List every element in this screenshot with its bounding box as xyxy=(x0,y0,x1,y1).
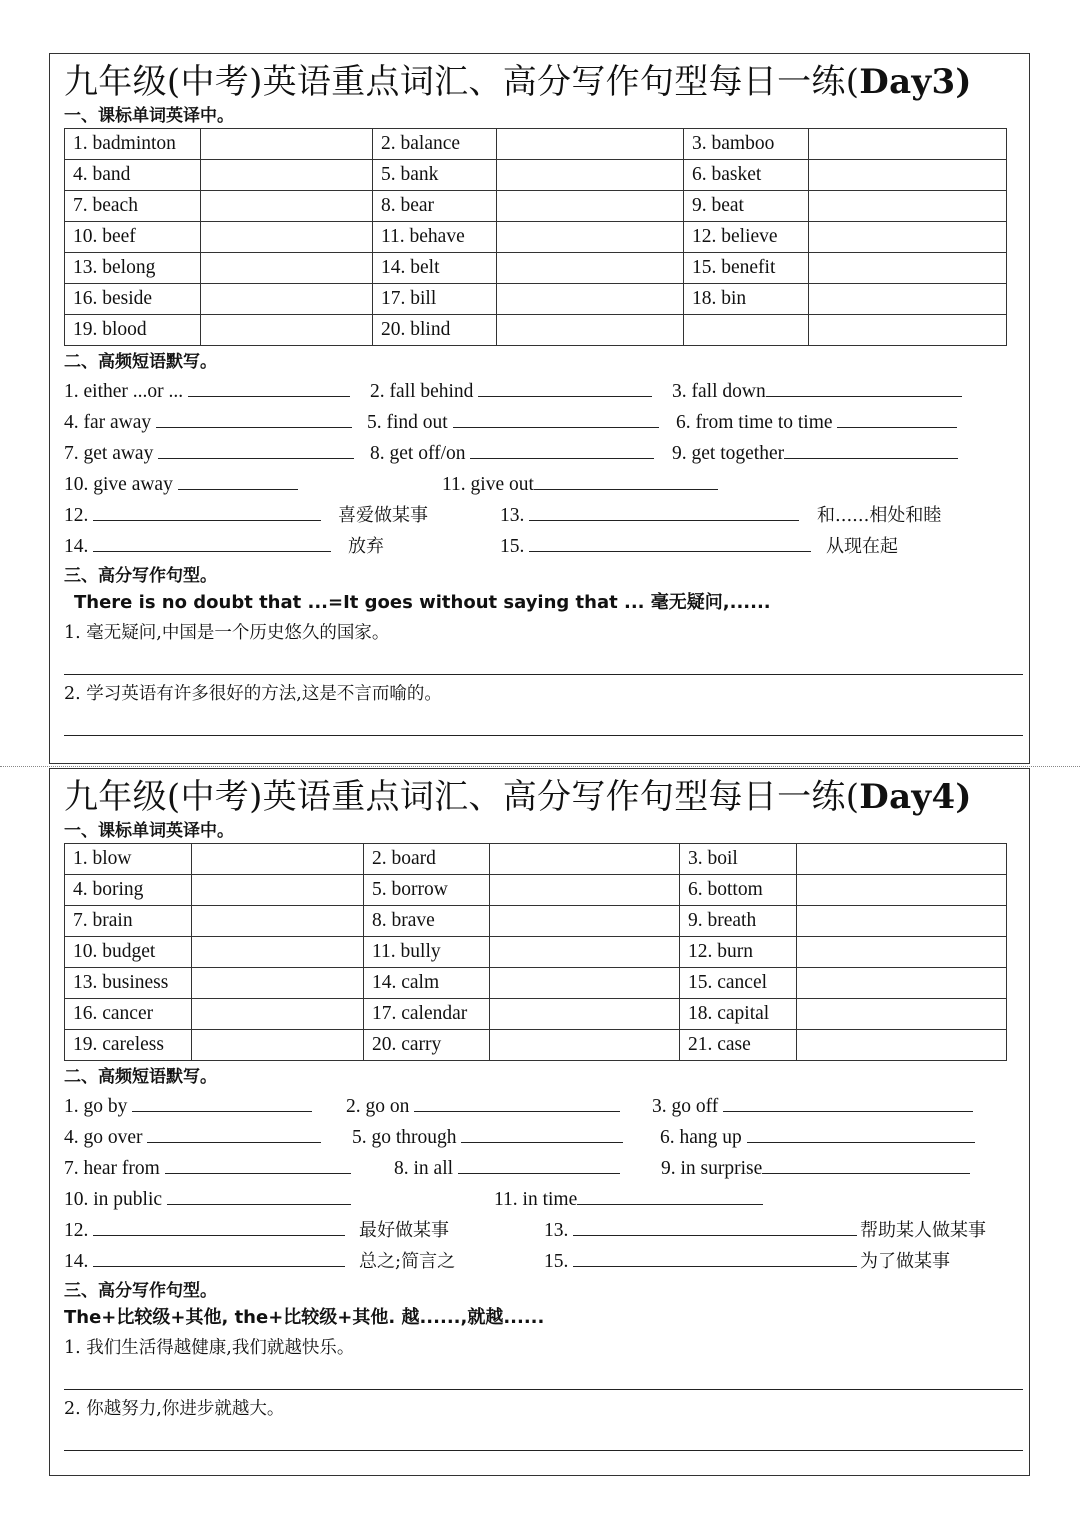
vocabulary-word: 13. business xyxy=(65,968,192,999)
phrase-list xyxy=(64,376,1015,562)
phrase-row xyxy=(64,1122,1015,1153)
translation-blank[interactable] xyxy=(201,191,373,222)
answer-blank[interactable] xyxy=(167,1184,351,1205)
vocabulary-word: 7. brain xyxy=(65,906,192,937)
translation-blank[interactable] xyxy=(497,160,684,191)
translation-blank[interactable] xyxy=(201,160,373,191)
translation-blank[interactable] xyxy=(490,937,680,968)
answer-blank[interactable] xyxy=(784,438,958,459)
phrase-row xyxy=(64,376,1015,407)
phrase-item: 6. hang up xyxy=(660,1122,975,1153)
answer-blank[interactable] xyxy=(165,1153,351,1174)
phrase-item: 7. get away xyxy=(64,438,354,469)
vocabulary-row xyxy=(65,875,1007,906)
vocabulary-word: 4. boring xyxy=(65,875,192,906)
phrase-item: 2. fall behind xyxy=(370,376,652,407)
translation-blank[interactable] xyxy=(192,844,364,875)
section-heading-vocabulary: 一、课标单词英译中。 xyxy=(64,821,234,841)
vocabulary-word: 4. band xyxy=(65,160,201,191)
vocabulary-row xyxy=(65,191,1007,222)
phrase-row xyxy=(64,1153,1015,1184)
answer-line-2[interactable] xyxy=(64,709,1023,736)
phrase-row: 12. 喜爱做某事 13. 和......相处和睦 xyxy=(64,500,1015,531)
translation-blank[interactable] xyxy=(809,160,1007,191)
phrase-item: 14. xyxy=(64,531,331,562)
translation-blank[interactable] xyxy=(192,937,364,968)
phrase-item: 11. in time xyxy=(494,1184,763,1215)
answer-blank[interactable] xyxy=(188,376,350,397)
vocabulary-word: 1. badminton xyxy=(65,129,201,160)
translation-prompt-1: 1. 我们生活得越健康,我们就越快乐。 xyxy=(64,1338,355,1358)
phrase-row xyxy=(64,438,1015,469)
phrase-item: 4. far away xyxy=(64,407,352,438)
phrase-item: 15. xyxy=(544,1246,857,1277)
translation-blank[interactable] xyxy=(809,129,1007,160)
vocabulary-word: 8. bear xyxy=(373,191,497,222)
vocabulary-word: 7. beach xyxy=(65,191,201,222)
phrase-item: 6. from time to time xyxy=(676,407,957,438)
translation-prompt-2: 2. 你越努力,你进步就越大。 xyxy=(64,1399,285,1419)
phrase-item: 14. xyxy=(64,1246,345,1277)
answer-blank[interactable] xyxy=(529,500,799,521)
phrase-item: 10. give away xyxy=(64,469,298,500)
translation-blank[interactable] xyxy=(809,191,1007,222)
answer-blank[interactable] xyxy=(837,407,957,428)
phrase-item: 9. in surprise xyxy=(661,1153,970,1184)
answer-blank[interactable] xyxy=(453,407,659,428)
answer-blank[interactable] xyxy=(534,469,718,490)
phrase-item: 2. go on xyxy=(346,1091,620,1122)
vocabulary-table xyxy=(64,128,1007,346)
translation-blank[interactable] xyxy=(797,875,1007,906)
phrase-item: 10. in public xyxy=(64,1184,351,1215)
answer-blank[interactable] xyxy=(461,1122,623,1143)
vocabulary-word: 15. benefit xyxy=(684,253,809,284)
answer-blank[interactable] xyxy=(147,1122,321,1143)
answer-blank[interactable] xyxy=(93,531,331,552)
answer-line-1[interactable] xyxy=(64,1363,1023,1390)
vocabulary-word: 5. borrow xyxy=(364,875,490,906)
phrase-row: 14. 总之;简言之 15. 为了做某事 xyxy=(64,1246,1015,1277)
section-heading-sentence-pattern: 三、高分写作句型。 xyxy=(64,566,217,586)
phrase-item: 5. find out xyxy=(367,407,659,438)
vocabulary-word: 9. breath xyxy=(680,906,797,937)
page-title: 九年级(中考)英语重点词汇、高分写作句型每日一练(Day3) xyxy=(64,62,972,102)
answer-blank[interactable] xyxy=(93,1246,345,1267)
translation-blank[interactable] xyxy=(809,222,1007,253)
vocabulary-word xyxy=(684,315,809,346)
translation-prompt-2: 2. 学习英语有许多很好的方法,这是不言而喻的。 xyxy=(64,684,442,704)
translation-blank[interactable] xyxy=(192,906,364,937)
translation-blank[interactable] xyxy=(192,968,364,999)
phrase-item: 11. give out xyxy=(442,469,718,500)
translation-blank[interactable] xyxy=(201,284,373,315)
phrase-item: 13. xyxy=(500,500,799,531)
phrase-row: 12. 最好做某事 13. 帮助某人做某事 xyxy=(64,1215,1015,1246)
translation-blank[interactable] xyxy=(201,253,373,284)
vocabulary-word: 2. board xyxy=(364,844,490,875)
translation-blank[interactable] xyxy=(497,129,684,160)
vocabulary-row xyxy=(65,937,1007,968)
worksheet-day4 xyxy=(49,768,1030,1476)
translation-blank[interactable] xyxy=(497,191,684,222)
answer-blank[interactable] xyxy=(93,1215,345,1236)
answer-blank[interactable] xyxy=(93,500,321,521)
section-heading-phrases: 二、高频短语默写。 xyxy=(64,1067,217,1087)
phrase-list xyxy=(64,1091,1015,1277)
vocabulary-row xyxy=(65,284,1007,315)
phrase-item: 12. xyxy=(64,1215,345,1246)
vocabulary-row xyxy=(65,906,1007,937)
translation-prompt-1: 1. 毫无疑问,中国是一个历史悠久的国家。 xyxy=(64,623,390,643)
translation-blank[interactable] xyxy=(490,844,680,875)
answer-blank[interactable] xyxy=(573,1215,857,1236)
page-title: 九年级(中考)英语重点词汇、高分写作句型每日一练(Day4) xyxy=(64,777,972,817)
phrase-item: 1. either ...or ... xyxy=(64,376,350,407)
vocabulary-word: 11. behave xyxy=(373,222,497,253)
sentence-pattern: There is no doubt that ...=It goes without saying that ... 毫无疑问,...... xyxy=(74,592,771,613)
translation-blank[interactable] xyxy=(497,315,684,346)
answer-blank[interactable] xyxy=(458,1153,620,1174)
answer-blank[interactable] xyxy=(178,469,298,490)
vocabulary-row xyxy=(65,968,1007,999)
translation-blank[interactable] xyxy=(797,1030,1007,1061)
phrase-row xyxy=(64,1091,1015,1122)
vocabulary-word: 10. beef xyxy=(65,222,201,253)
translation-blank[interactable] xyxy=(490,968,680,999)
translation-blank[interactable] xyxy=(797,968,1007,999)
sentence-pattern: The+比较级+其他, the+比较级+其他. 越......,就越...... xyxy=(64,1307,545,1328)
vocabulary-row xyxy=(65,129,1007,160)
answer-blank[interactable] xyxy=(470,438,654,459)
vocabulary-word: 20. blind xyxy=(373,315,497,346)
vocabulary-word: 12. burn xyxy=(680,937,797,968)
answer-blank[interactable] xyxy=(478,376,652,397)
vocabulary-word: 10. budget xyxy=(65,937,192,968)
phrase-row xyxy=(64,469,1015,500)
answer-line-1[interactable] xyxy=(64,648,1023,675)
phrase-item: 8. in all xyxy=(394,1153,620,1184)
vocabulary-word: 3. boil xyxy=(680,844,797,875)
vocabulary-word: 8. brave xyxy=(364,906,490,937)
translation-blank[interactable] xyxy=(797,999,1007,1030)
vocabulary-word: 15. cancel xyxy=(680,968,797,999)
phrase-item: 8. get off/on xyxy=(370,438,654,469)
vocabulary-word: 14. calm xyxy=(364,968,490,999)
vocabulary-word: 14. belt xyxy=(373,253,497,284)
answer-blank[interactable] xyxy=(723,1091,973,1112)
vocabulary-word: 12. believe xyxy=(684,222,809,253)
answer-blank[interactable] xyxy=(577,1184,763,1205)
vocabulary-word: 21. case xyxy=(680,1030,797,1061)
vocabulary-word: 19. careless xyxy=(65,1030,192,1061)
translation-blank[interactable] xyxy=(490,1030,680,1061)
vocabulary-word: 13. belong xyxy=(65,253,201,284)
vocabulary-word: 16. cancer xyxy=(65,999,192,1030)
phrase-item: 1. go by xyxy=(64,1091,312,1122)
vocabulary-word: 19. blood xyxy=(65,315,201,346)
vocabulary-word: 2. balance xyxy=(373,129,497,160)
vocabulary-word: 20. carry xyxy=(364,1030,490,1061)
translation-blank[interactable] xyxy=(809,315,1007,346)
phrase-row xyxy=(64,407,1015,438)
vocabulary-row xyxy=(65,222,1007,253)
phrase-item: 15. xyxy=(500,531,811,562)
answer-blank[interactable] xyxy=(766,376,962,397)
vocabulary-row xyxy=(65,315,1007,346)
phrase-item: 5. go through xyxy=(352,1122,623,1153)
answer-blank[interactable] xyxy=(762,1153,970,1174)
translation-blank[interactable] xyxy=(490,906,680,937)
translation-blank[interactable] xyxy=(797,937,1007,968)
answer-blank[interactable] xyxy=(573,1246,857,1267)
section-heading-sentence-pattern: 三、高分写作句型。 xyxy=(64,1281,217,1301)
translation-blank[interactable] xyxy=(797,844,1007,875)
vocabulary-row xyxy=(65,160,1007,191)
phrase-row: 14. 放弃 15. 从现在起 xyxy=(64,531,1015,562)
cut-divider xyxy=(0,766,1080,767)
answer-line-2[interactable] xyxy=(64,1424,1023,1451)
translation-blank[interactable] xyxy=(490,999,680,1030)
vocabulary-word: 18. capital xyxy=(680,999,797,1030)
vocabulary-word: 6. bottom xyxy=(680,875,797,906)
vocabulary-word: 3. bamboo xyxy=(684,129,809,160)
phrase-item: 3. fall down xyxy=(672,376,962,407)
vocabulary-row xyxy=(65,1030,1007,1061)
vocabulary-word: 6. basket xyxy=(684,160,809,191)
phrase-item: 9. get together xyxy=(672,438,958,469)
vocabulary-table xyxy=(64,843,1007,1061)
vocabulary-word: 9. beat xyxy=(684,191,809,222)
vocabulary-word: 16. beside xyxy=(65,284,201,315)
vocabulary-word: 5. bank xyxy=(373,160,497,191)
answer-blank[interactable] xyxy=(132,1091,312,1112)
worksheet-day3 xyxy=(49,53,1030,764)
phrase-item: 4. go over xyxy=(64,1122,321,1153)
vocabulary-row xyxy=(65,253,1007,284)
phrase-item: 13. xyxy=(544,1215,857,1246)
answer-blank[interactable] xyxy=(529,531,811,552)
phrase-item: 7. hear from xyxy=(64,1153,351,1184)
answer-blank[interactable] xyxy=(156,407,352,428)
translation-blank[interactable] xyxy=(809,253,1007,284)
answer-blank[interactable] xyxy=(158,438,354,459)
translation-blank[interactable] xyxy=(192,999,364,1030)
vocabulary-row xyxy=(65,844,1007,875)
section-heading-phrases: 二、高频短语默写。 xyxy=(64,352,217,372)
answer-blank[interactable] xyxy=(414,1091,620,1112)
translation-blank[interactable] xyxy=(797,906,1007,937)
translation-blank[interactable] xyxy=(201,315,373,346)
translation-blank[interactable] xyxy=(809,284,1007,315)
vocabulary-word: 18. bin xyxy=(684,284,809,315)
phrase-item: 12. xyxy=(64,500,321,531)
translation-blank[interactable] xyxy=(497,222,684,253)
translation-blank[interactable] xyxy=(497,253,684,284)
vocabulary-word: 11. bully xyxy=(364,937,490,968)
section-heading-vocabulary: 一、课标单词英译中。 xyxy=(64,106,234,126)
translation-blank[interactable] xyxy=(192,875,364,906)
translation-blank[interactable] xyxy=(192,1030,364,1061)
phrase-row xyxy=(64,1184,1015,1215)
translation-blank[interactable] xyxy=(490,875,680,906)
translation-blank[interactable] xyxy=(201,222,373,253)
phrase-item: 3. go off xyxy=(652,1091,973,1122)
vocabulary-word: 17. bill xyxy=(373,284,497,315)
answer-blank[interactable] xyxy=(747,1122,975,1143)
translation-blank[interactable] xyxy=(201,129,373,160)
translation-blank[interactable] xyxy=(497,284,684,315)
vocabulary-row xyxy=(65,999,1007,1030)
vocabulary-word: 17. calendar xyxy=(364,999,490,1030)
vocabulary-word: 1. blow xyxy=(65,844,192,875)
